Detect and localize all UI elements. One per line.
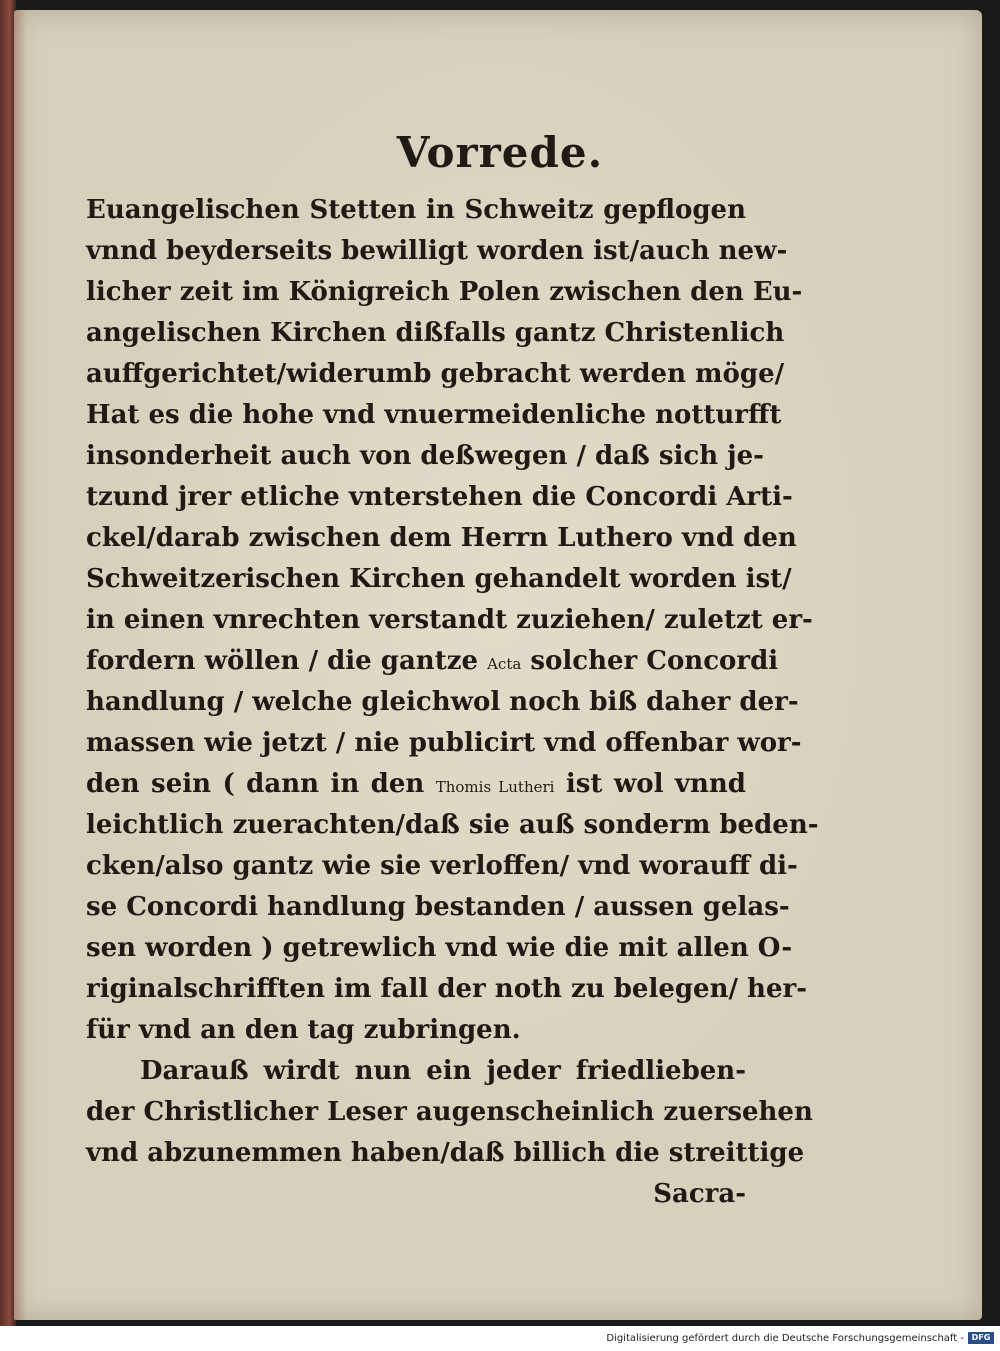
text-line: Darauß wirdt nun ein jeder friedlieben- — [140, 1056, 746, 1086]
text-line: massen wie jetzt / nie publicirt vnd offenbar wor- — [86, 728, 802, 758]
text-line: Schweitzerischen Kirchen gehandelt worden ist/ — [86, 564, 792, 594]
text-line: insonderheit auch von deßwegen / daß sich je- — [86, 441, 764, 471]
catchword: Sacra- — [653, 1179, 746, 1209]
body-text — [86, 190, 819, 1215]
page-heading: Vorrede. — [396, 128, 604, 177]
text-fragment: ist wol vnnd — [565, 769, 746, 799]
latin-term-acta: Acta — [487, 655, 522, 673]
text-line: tzund jrer etliche vnterstehen die Concordi Arti- — [86, 482, 793, 512]
text-line: cken/also gantz wie sie verloffen/ vnd worauff di- — [86, 851, 798, 881]
text-line: sen worden ) getrewlich vnd wie die mit allen O- — [86, 933, 793, 963]
text-line-with-acta — [86, 641, 779, 682]
text-fragment: fordern wöllen / die gantze — [86, 646, 479, 676]
text-line: angelischen Kirchen dißfalls gantz Christenlich — [86, 318, 785, 348]
text-line: auffgerichtet/widerumb gebracht werden möge/ — [86, 359, 785, 389]
text-line: ckel/darab zwischen dem Herrn Luthero vnd den — [86, 523, 797, 553]
digitization-footer — [0, 1326, 1000, 1351]
text-line: in einen vnrechten verstandt zuziehen/ zuletzt er- — [86, 605, 813, 635]
text-fragment: den sein ( dann in den — [86, 769, 425, 799]
dfg-logo-icon: DFG — [968, 1332, 994, 1344]
funding-credit: Digitalisierung gefördert durch die Deutsche Forschungsgemeinschaft - — [606, 1333, 964, 1344]
text-fragment: solcher Concordi — [530, 646, 779, 676]
text-line: vnnd beyderseits bewilligt worden ist/auch new- — [86, 236, 788, 266]
text-line: se Concordi handlung bestanden / aussen gelas- — [86, 892, 790, 922]
text-line: Euangelischen Stetten in Schweitz gepflogen — [86, 195, 746, 225]
latin-term-tomis: Thomis Lutheri — [435, 778, 555, 796]
text-line: riginalschrifften im fall der noth zu belegen/ her- — [86, 974, 807, 1004]
text-line: licher zeit im Königreich Polen zwischen den Eu- — [86, 277, 803, 307]
text-line: der Christlicher Leser augenscheinlich zuersehen — [86, 1097, 813, 1127]
text-line: handlung / welche gleichwol noch biß daher der- — [86, 687, 799, 717]
text-line-with-tomis — [86, 764, 746, 805]
text-line: Hat es die hohe vnd vnuermeidenliche notturfft — [86, 400, 782, 430]
text-line: für vnd an den tag zubringen. — [86, 1015, 521, 1045]
text-line: leichtlich zuerachten/daß sie auß sonderm beden- — [86, 810, 819, 840]
text-line: vnd abzunemmen haben/daß billich die streittige — [86, 1138, 805, 1168]
